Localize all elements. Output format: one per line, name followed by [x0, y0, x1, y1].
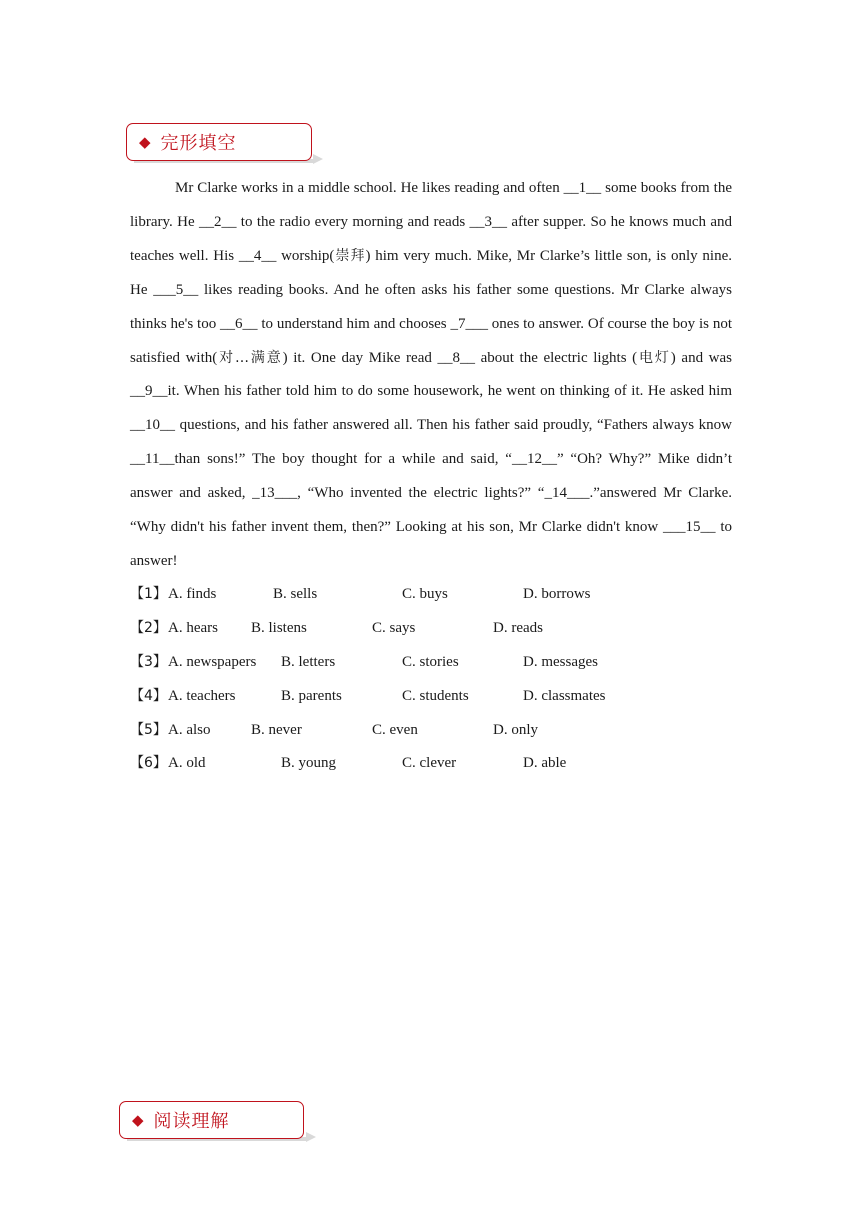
option-c: C. says [372, 619, 416, 636]
section-tag-shadow-tail [313, 154, 323, 164]
option-b: B. never [251, 721, 302, 738]
option-d: D. able [523, 755, 567, 772]
option-d: D. messages [523, 653, 598, 670]
diamond-icon: ◆ [139, 133, 151, 151]
cloze-passage [130, 172, 732, 579]
question-number: 【5】 [130, 721, 167, 738]
question-number: 【2】 [130, 619, 167, 636]
option-b: B. letters [281, 653, 336, 670]
question-options-list [130, 578, 770, 781]
option-c: C. stories [402, 653, 459, 670]
question-row [130, 578, 770, 612]
question-number: 【3】 [130, 653, 167, 670]
option-b: B. young [281, 755, 337, 772]
option-c: C. buys [402, 586, 448, 602]
passage-gloss: 电灯 [637, 349, 671, 366]
section-title: 阅读理解 [153, 1111, 230, 1132]
section-tag-shadow-tail [306, 1132, 316, 1142]
question-row [130, 747, 770, 781]
passage-text: ) him very much. Mike, Mr Clarke’s little son, is only nine. He ___5__ likes reading books. And he often asks his father some questions. Mr Clarke always thinks he's too __6__ to understand him and chooses _7___ ones to answer. Of course the boy is not satisfied with( [130, 247, 732, 366]
question-number: 【6】 [130, 755, 167, 772]
section-title: 完形填空 [160, 133, 237, 154]
option-b: B. parents [281, 687, 342, 704]
option-a: A. teachers [168, 687, 236, 704]
question-row [130, 646, 770, 680]
option-a: A. newspapers [168, 653, 257, 670]
question-row [130, 680, 770, 714]
option-d: D. borrows [523, 586, 591, 602]
section-header-reading [119, 1101, 304, 1139]
option-b: B. listens [251, 619, 307, 636]
option-c: C. even [372, 721, 418, 738]
passage-text: ) it. One day Mike read __8__ about the electric lights ( [282, 349, 638, 366]
diamond-icon: ◆ [132, 1111, 144, 1129]
question-number: 【1】 [130, 586, 167, 602]
passage-text: Mr Clarke works in a middle school. He likes reading and often __1__ some books from the library. He __2__ to the radio every morning and reads __3__ after supper. So he knows much and teaches well. His __4__ worship( [130, 180, 732, 264]
question-number: 【4】 [130, 687, 167, 704]
option-a: A. hears [168, 619, 218, 636]
option-a: A. old [168, 755, 206, 772]
option-d: D. only [493, 721, 538, 738]
option-b: B. sells [273, 586, 318, 602]
question-row [130, 714, 770, 748]
option-d: D. classmates [523, 687, 606, 704]
question-row [130, 612, 770, 646]
section-header-cloze [126, 123, 312, 161]
option-a: A. finds [168, 586, 217, 602]
passage-gloss: 崇拜 [334, 247, 366, 264]
option-d: D. reads [493, 619, 543, 636]
option-a: A. also [168, 721, 211, 738]
option-c: C. clever [402, 755, 457, 772]
passage-text: ) and was __9__it. When his father told him to do some housework, he went on thinking of it. He asked him __10__ questions, and his father answered all. Then his father said proudly, “Fathers always know __11__than sons!” The boy thought for a while and said, “__12__” “Oh? Why?” Mike didn’t answer and asked, _13___, “Who invented the electric lights?” “_14___.”answered Mr Clarke. “Why didn't his father invent them, then?” Looking at his son, Mr Clarke didn't know ___15__ to answer! [130, 349, 733, 569]
option-c: C. students [402, 687, 469, 704]
passage-gloss: 对…满意 [217, 349, 283, 366]
